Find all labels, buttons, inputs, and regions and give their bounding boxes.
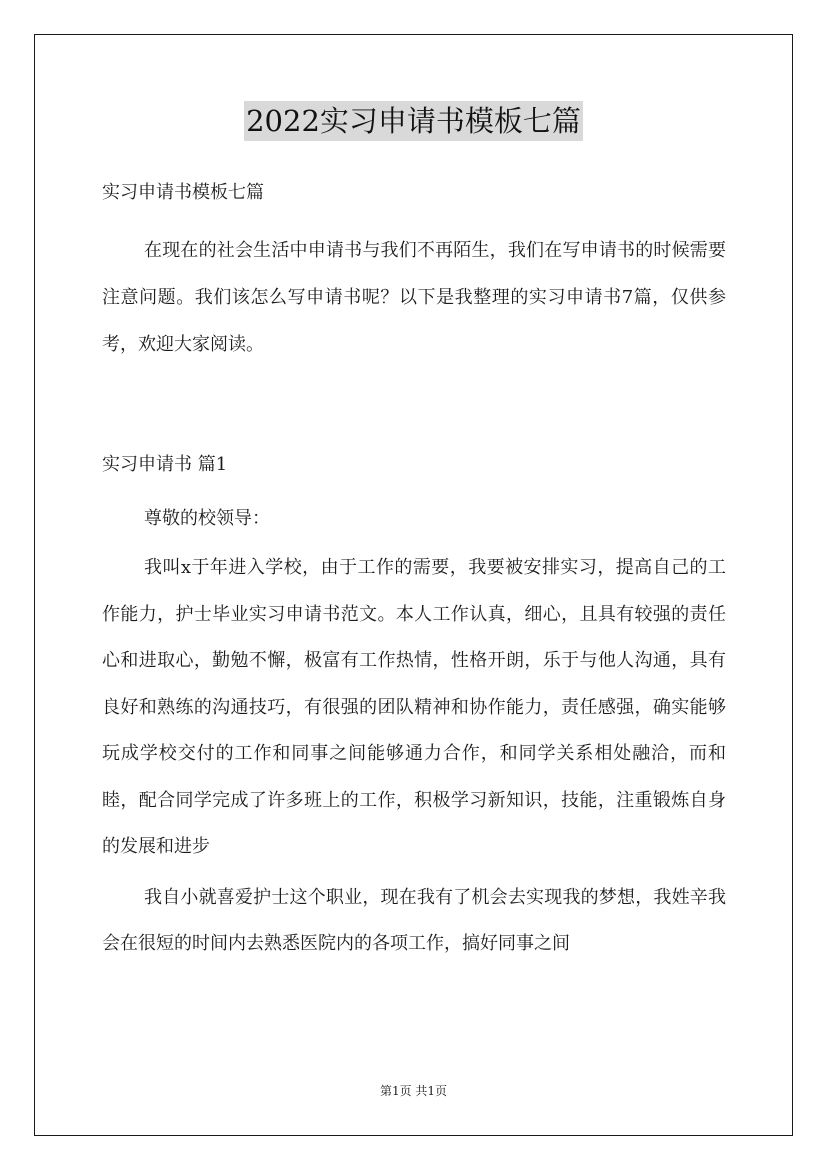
section-heading: 实习申请书 篇1 <box>102 454 228 475</box>
document-title: 2022实习申请书模板七篇 <box>244 101 583 141</box>
letter-body <box>102 495 726 968</box>
letter-greeting: 尊敬的校领导： <box>144 508 270 529</box>
title-container <box>0 101 827 141</box>
letter-paragraph-2: 我自小就喜爱护士这个职业，现在我有了机会去实现我的梦想，我姓辛我会在很短的时间内去熟悉医院内的各项工作，搞好同事之间 <box>102 886 726 954</box>
intro-block <box>102 227 726 368</box>
intro-paragraph: 在现在的社会生活中申请书与我们不再陌生，我们在写申请书的时候需要注意问题。我们该怎么写申请书呢？以下是我整理的实习申请书7篇，仅供参考，欢迎大家阅读。 <box>102 240 726 355</box>
letter-paragraph-1: 我叫x于年进入学校，由于工作的需要，我要被安排实习，提高自己的工作能力，护士毕业实习申请书范文。本人工作认真，细心，且具有较强的责任心和进取心，勤勉不懈，极富有工作热情，性格开朗，乐于与他人沟通，具有良好和熟练的沟通技巧，有很强的团队精神和协作能力，责任感强，确实能够玩成学校交付的工作和同事之间能够通力合作，和同学关系相处融洽，而和睦，配合同学完成了许多班上的工作，积极学习新知识，技能，注重锻炼自身的发展和进步 <box>102 557 726 857</box>
page-footer: 第1页 共1页 <box>379 1084 448 1098</box>
document-subtitle: 实习申请书模板七篇 <box>102 182 264 203</box>
